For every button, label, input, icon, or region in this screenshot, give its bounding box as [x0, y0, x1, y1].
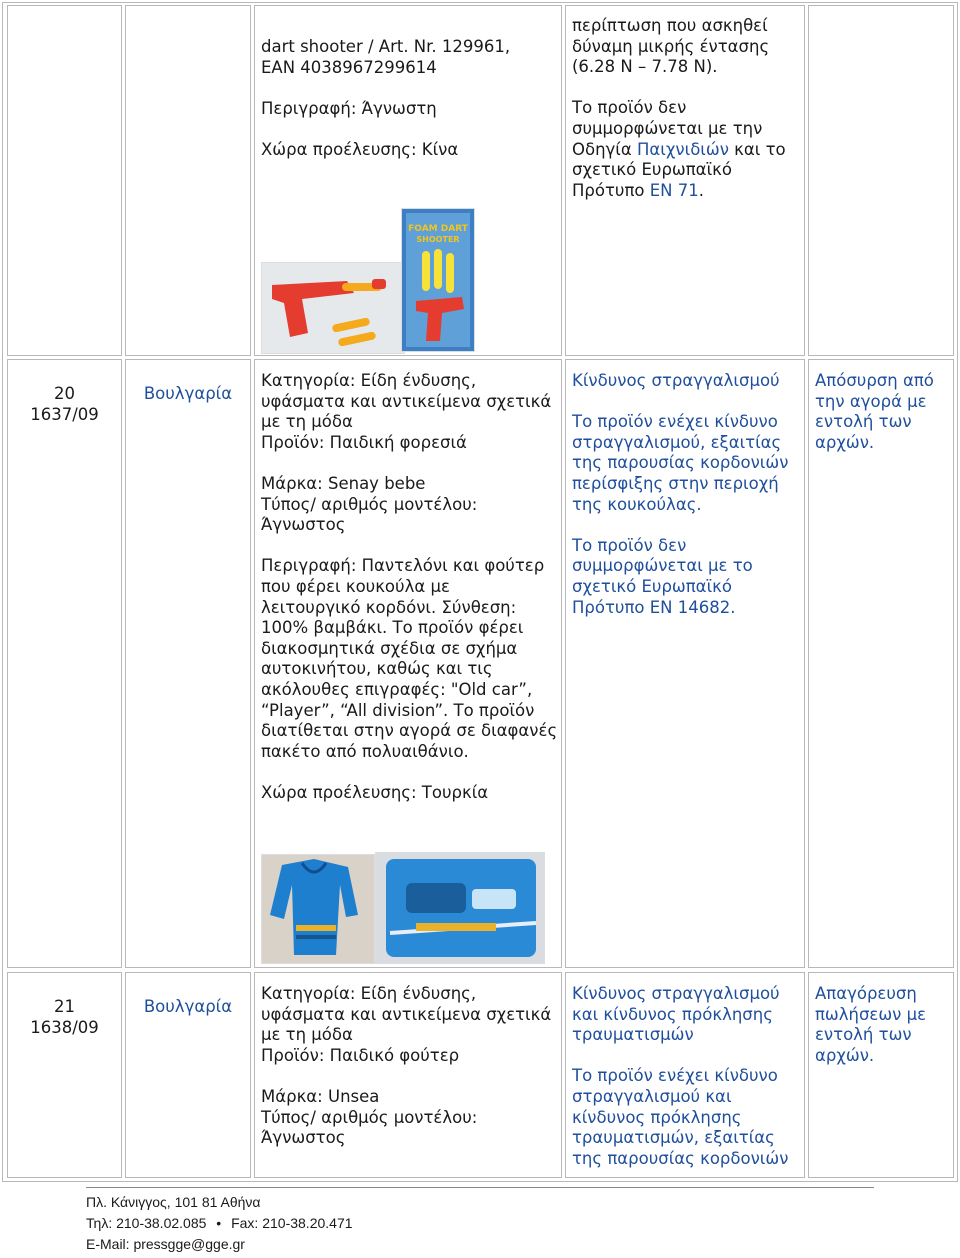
row-number: 20 [54, 384, 75, 403]
row20-measures-cell [808, 359, 954, 968]
description-line: 100% βαμβάκι. Το προϊόν φέρει [261, 618, 524, 638]
footer-fax: Fax: 210-38.20.471 [231, 1215, 353, 1231]
row20-risk-cell [565, 359, 805, 968]
row20-country-cell [125, 359, 251, 968]
top-row-product-cell [254, 5, 562, 356]
brand-line: Άγνωστος [261, 515, 346, 535]
product-line: με τη μόδα [261, 412, 353, 432]
description-line: ακόλουθες επιγραφές: "Old car”, [261, 679, 533, 699]
footer-contacts [86, 1213, 353, 1234]
notification-ref: 1637/09 [30, 404, 99, 424]
risk-title: Κίνδυνος στραγγαλισμού [572, 371, 780, 390]
risk-description-line: στραγγαλισμού και [572, 1086, 732, 1106]
notification-ref: 1638/09 [30, 1017, 99, 1037]
product-origin: Χώρα προέλευσης: Κίνα [261, 139, 459, 159]
measure-line: εντολή των [815, 412, 912, 432]
risk-line: (6.28 N – 7.78 N). [572, 57, 718, 77]
row21-risk-cell [565, 972, 805, 1178]
description-line: αυτοκινήτου, καθώς και τις [261, 659, 493, 679]
risk-title-line: Κίνδυνος στραγγαλισμού [572, 984, 780, 1003]
product-line: Προϊόν: Παιδική φορεσιά [261, 432, 467, 452]
risk-description-line: τραυματισμών, εξαιτίας [572, 1128, 775, 1148]
risk-title-line: και κίνδυνος πρόκλησης [572, 1004, 773, 1024]
footer [86, 1192, 353, 1255]
conformity-line: συμμορφώνεται με την [572, 118, 763, 138]
risk-description-line: της παρουσίας κορδονιών [572, 453, 789, 473]
directive-link[interactable]: Παιχνιδιών [637, 139, 729, 159]
conformity-line: σχετικό Ευρωπαϊκό [572, 576, 732, 596]
row21-product-cell [254, 972, 562, 1178]
brand-line: Μάρκα: Senay bebe [261, 473, 426, 493]
risk-line: περίπτωση που ασκηθεί [572, 16, 768, 35]
description-line: διακοσμητικά σχέδια σε σχήμα [261, 638, 518, 658]
row21-country-cell [125, 972, 251, 1178]
product-line: με τη μόδα [261, 1025, 353, 1045]
product-name-line: dart shooter / Art. Nr. 129961, [261, 37, 511, 56]
brand-line: Τύπος/ αριθμός μοντέλου: [261, 494, 478, 514]
risk-description-line: στραγγαλισμού, εξαιτίας [572, 432, 782, 452]
conformity-line: Το προϊόν δεν [572, 535, 687, 555]
product-origin: Χώρα προέλευσης: Τουρκία [261, 782, 489, 802]
top-row-risk-cell [565, 5, 805, 356]
bullet-icon: • [216, 1215, 222, 1231]
product-line: υφάσματα και αντικείμενα σχετικά [261, 391, 552, 411]
product-ean-line: EAN 4038967299614 [261, 57, 437, 77]
footer-email[interactable]: E-Mail: pressgge@gge.gr [86, 1236, 245, 1252]
brand-line: Άγνωστος [261, 1128, 346, 1148]
dart-shooter-photo [261, 262, 405, 354]
measure-line: την αγορά με [815, 391, 927, 411]
risk-title-line: τραυματισμών [572, 1025, 694, 1045]
row21-measures-cell [808, 972, 954, 1178]
top-row-measures-cell [808, 5, 954, 356]
packaging-subtitle: SHOOTER [416, 235, 460, 244]
description-line: Περιγραφή: Παντελόνι και φούτερ [261, 556, 545, 576]
standard-link[interactable]: EN 71 [649, 180, 699, 200]
row20-number-cell [7, 359, 122, 968]
product-description: Περιγραφή: Άγνωστη [261, 98, 437, 118]
description-line: λειτουργικό κορδόνι. Σύνθεση: [261, 597, 517, 617]
measure-line: Απαγόρευση [815, 984, 917, 1003]
brand-line: Μάρκα: Unsea [261, 1086, 380, 1106]
risk-description-line: Το προϊόν ενέχει κίνδυνο [572, 412, 778, 432]
footer-address: Πλ. Κάνιγγος, 101 81 Αθήνα [86, 1194, 261, 1210]
description-line: που φέρει κουκούλα με [261, 576, 450, 596]
risk-line: δύναμη μικρής έντασης [572, 36, 770, 56]
risk-description-line: Το προϊόν ενέχει κίνδυνο [572, 1066, 778, 1086]
risk-description-line: κίνδυνος πρόκλησης [572, 1107, 742, 1127]
description-line: διατίθεται στην αγορά σε διαφανές [261, 721, 558, 741]
packaging-title: FOAM DART [408, 224, 468, 234]
row21-number-cell [7, 972, 122, 1178]
conformity-line: συμμορφώνεται με το [572, 556, 753, 576]
risk-description-line: περίσφιξης στην περιοχή [572, 473, 779, 493]
row-number: 21 [54, 997, 75, 1016]
footer-rule [86, 1187, 874, 1188]
description-line: πακέτο από πολυαιθάνιο. [261, 741, 469, 761]
footer-phone: Τηλ: 210-38.02.085 [86, 1215, 207, 1231]
conformity-line: Πρότυπο EN 71. [572, 180, 704, 200]
measure-line: αρχών. [815, 1045, 875, 1065]
measure-line: Απόσυρση από [815, 371, 934, 390]
top-row-cell-2 [125, 5, 251, 356]
description-line: “Player”, “All division”. Το προϊόν [261, 700, 535, 720]
tracksuit-photo [261, 854, 375, 964]
product-line: Προϊόν: Παιδικό φούτερ [261, 1045, 460, 1065]
measure-line: αρχών. [815, 432, 875, 452]
measure-line: εντολή των [815, 1025, 912, 1045]
packaged-hoodie-photo [375, 852, 545, 964]
dart-shooter-packaging-photo [401, 208, 475, 352]
conformity-line: Πρότυπο EN 14682. [572, 597, 736, 617]
product-line: Κατηγορία: Είδη ένδυσης, [261, 984, 477, 1003]
notifying-country: Βουλγαρία [143, 997, 233, 1016]
row20-product-cell [254, 359, 562, 968]
notifying-country: Βουλγαρία [143, 384, 233, 403]
conformity-line: Οδηγία Παιχνιδιών και το [572, 139, 786, 159]
risk-description-line: της κουκούλας. [572, 494, 702, 514]
top-row-cell-1 [7, 5, 122, 356]
risk-description-line: της παρουσίας κορδονιών [572, 1148, 789, 1168]
product-line: υφάσματα και αντικείμενα σχετικά [261, 1004, 552, 1024]
product-line: Κατηγορία: Είδη ένδυσης, [261, 371, 477, 390]
conformity-line: Το προϊόν δεν [572, 98, 687, 118]
brand-line: Τύπος/ αριθμός μοντέλου: [261, 1107, 478, 1127]
conformity-line: σχετικό Ευρωπαϊκό [572, 160, 732, 180]
standard-link[interactable]: EN 14682 [649, 597, 731, 617]
measure-line: πωλήσεων με [815, 1004, 927, 1024]
